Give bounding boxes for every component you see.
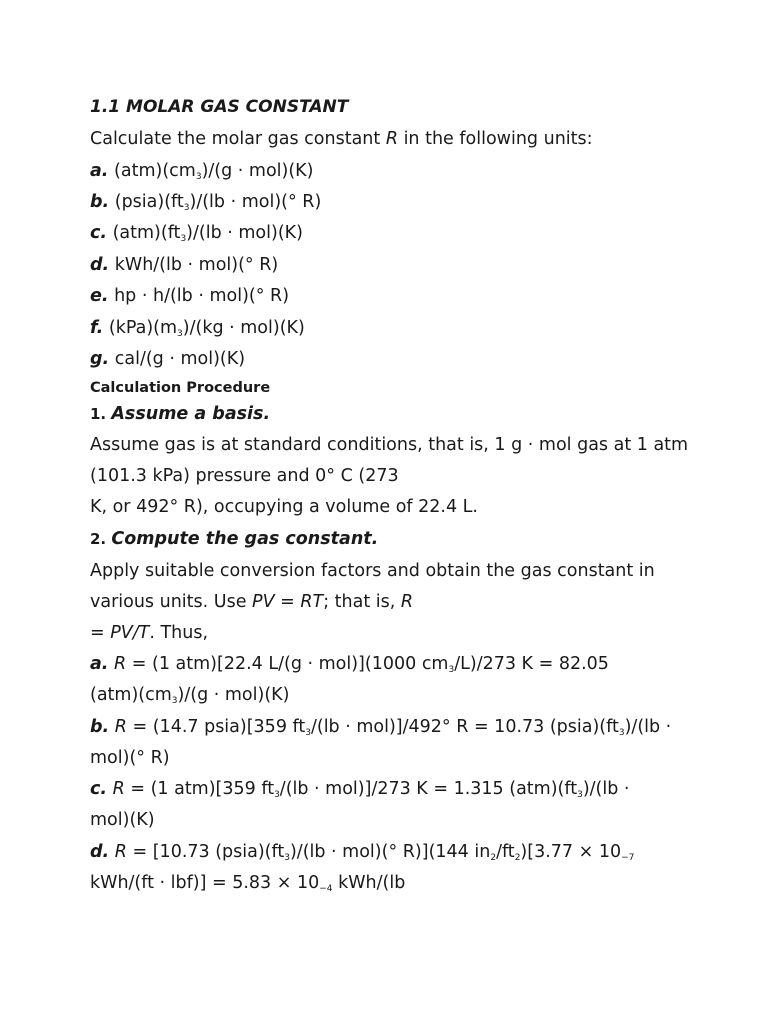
unit-item — [90, 254, 278, 276]
unit-subscript: 3 — [183, 203, 190, 213]
variable: R — [114, 654, 127, 674]
calc-text: = (14.7 psia)[359 ft — [126, 717, 306, 737]
subscript: 3 — [618, 728, 625, 738]
unit-subscript: 3 — [177, 329, 183, 339]
intro-text-end: in the following units: — [398, 129, 593, 149]
calc-label: c. — [90, 779, 108, 799]
unit-text: (kPa)(m — [103, 318, 178, 338]
unit-item — [90, 317, 305, 342]
variable: R — [112, 779, 125, 799]
equation: PV = RT — [252, 592, 324, 612]
variable: R — [114, 717, 127, 737]
unit-subscript: 3 — [195, 172, 202, 182]
calc-text: kWh/(lb — [332, 873, 406, 893]
calc-text: /ft — [496, 842, 515, 862]
intro-text: Calculate the molar gas constant — [90, 129, 386, 149]
section-title: 1.1 MOLAR GAS CONSTANT — [90, 97, 349, 117]
unit-text-rest: )/(kg · mol)(K) — [182, 318, 305, 338]
subscript: 3 — [448, 665, 455, 675]
step-heading — [90, 528, 378, 550]
unit-item — [90, 160, 313, 185]
unit-subscript: 3 — [180, 234, 187, 244]
subscript: 2 — [490, 853, 497, 863]
unit-item — [90, 222, 303, 247]
calc-text: /(lb · mol)]/273 K = 1.315 (atm)(ft — [279, 779, 578, 799]
calc-line — [90, 684, 289, 709]
calc-text: )/(lb · — [624, 717, 672, 737]
calc-text: (atm)(cm — [90, 685, 172, 705]
unit-text-rest: )/(lb · mol)(K) — [186, 223, 303, 243]
variable: R — [114, 842, 127, 862]
unit-label: d. — [90, 255, 110, 275]
calc-line — [90, 778, 629, 803]
calc-text: = [10.73 (psia)(ft — [126, 842, 285, 862]
body-line: Assume gas is at standard conditions, that is, 1 g · mol gas at 1 atm — [90, 435, 689, 455]
calc-text: )/(lb · mol)(° R)](144 in — [289, 842, 491, 862]
calc-text: kWh/(ft · lbf)] = 5.83 × 10 — [90, 873, 320, 893]
unit-text: kWh/(lb · mol)(° R) — [109, 255, 279, 275]
unit-text-rest: )/(g · mol)(K) — [201, 161, 314, 181]
unit-item — [90, 285, 289, 307]
calc-text: )[3.77 × 10 — [520, 842, 622, 862]
calc-label: b. — [90, 717, 110, 737]
unit-label: g. — [90, 349, 110, 369]
subscript: 3 — [274, 790, 280, 800]
unit-label: e. — [90, 286, 109, 306]
calc-line: mol)(° R) — [90, 748, 170, 768]
intro-variable: R — [385, 129, 398, 149]
body-line: Apply suitable conversion factors and obtain the gas constant in — [90, 561, 655, 581]
unit-text: cal/(g · mol)(K) — [109, 349, 246, 369]
body-line: (101.3 kPa) pressure and 0° C (273 — [90, 466, 399, 486]
step-number: 2. — [90, 530, 112, 548]
body-line — [90, 622, 208, 644]
step-heading — [90, 403, 270, 425]
equation: = PV/T — [90, 623, 150, 643]
step-title: Compute the gas constant. — [111, 529, 379, 549]
calc-text: /(lb · mol)]/492° R = 10.73 (psia)(ft — [310, 717, 619, 737]
calc-text: )/(g · mol)(K) — [177, 685, 290, 705]
unit-label: c. — [90, 223, 108, 243]
calc-line — [90, 716, 671, 741]
exponent: −4 — [319, 884, 333, 894]
subscript: 3 — [171, 696, 178, 706]
unit-item — [90, 191, 321, 216]
unit-text: (atm)(ft — [107, 223, 181, 243]
subscript: 2 — [514, 853, 521, 863]
calc-text: /L)/273 K = 82.05 — [454, 654, 609, 674]
calc-line — [90, 872, 405, 897]
unit-text: (psia)(ft — [109, 192, 184, 212]
body-text: . Thus, — [149, 623, 209, 643]
unit-item — [90, 348, 245, 370]
unit-text: hp · h/(lb · mol)(° R) — [108, 286, 290, 306]
body-line: K, or 492° R), occupying a volume of 22.4 L. — [90, 497, 478, 517]
unit-label: f. — [90, 318, 104, 338]
variable: R — [400, 592, 414, 612]
exponent: −7 — [621, 853, 635, 863]
unit-label: b. — [90, 192, 110, 212]
calc-line: mol)(K) — [90, 810, 155, 830]
subscript: 3 — [284, 853, 290, 863]
calc-label: d. — [90, 842, 110, 862]
calc-line — [90, 653, 609, 678]
procedure-heading: Calculation Procedure — [90, 380, 271, 396]
body-text: ; that is, — [323, 592, 401, 612]
unit-text-rest: )/(lb · mol)(° R) — [189, 192, 322, 212]
body-line — [90, 591, 413, 613]
step-title: Assume a basis. — [111, 404, 271, 424]
step-number: 1. — [90, 405, 112, 423]
calc-text: )/(lb · — [582, 779, 630, 799]
calc-label: a. — [90, 654, 109, 674]
subscript: 3 — [577, 790, 583, 800]
calc-line — [90, 841, 634, 866]
calc-text: = (1 atm)[359 ft — [124, 779, 275, 799]
intro-line — [90, 128, 593, 150]
subscript: 3 — [305, 728, 311, 738]
unit-text: (atm)(cm — [108, 161, 196, 181]
calc-text: = (1 atm)[22.4 L/(g · mol)](1000 cm — [126, 654, 449, 674]
unit-label: a. — [90, 161, 109, 181]
body-text: various units. Use — [90, 592, 253, 612]
